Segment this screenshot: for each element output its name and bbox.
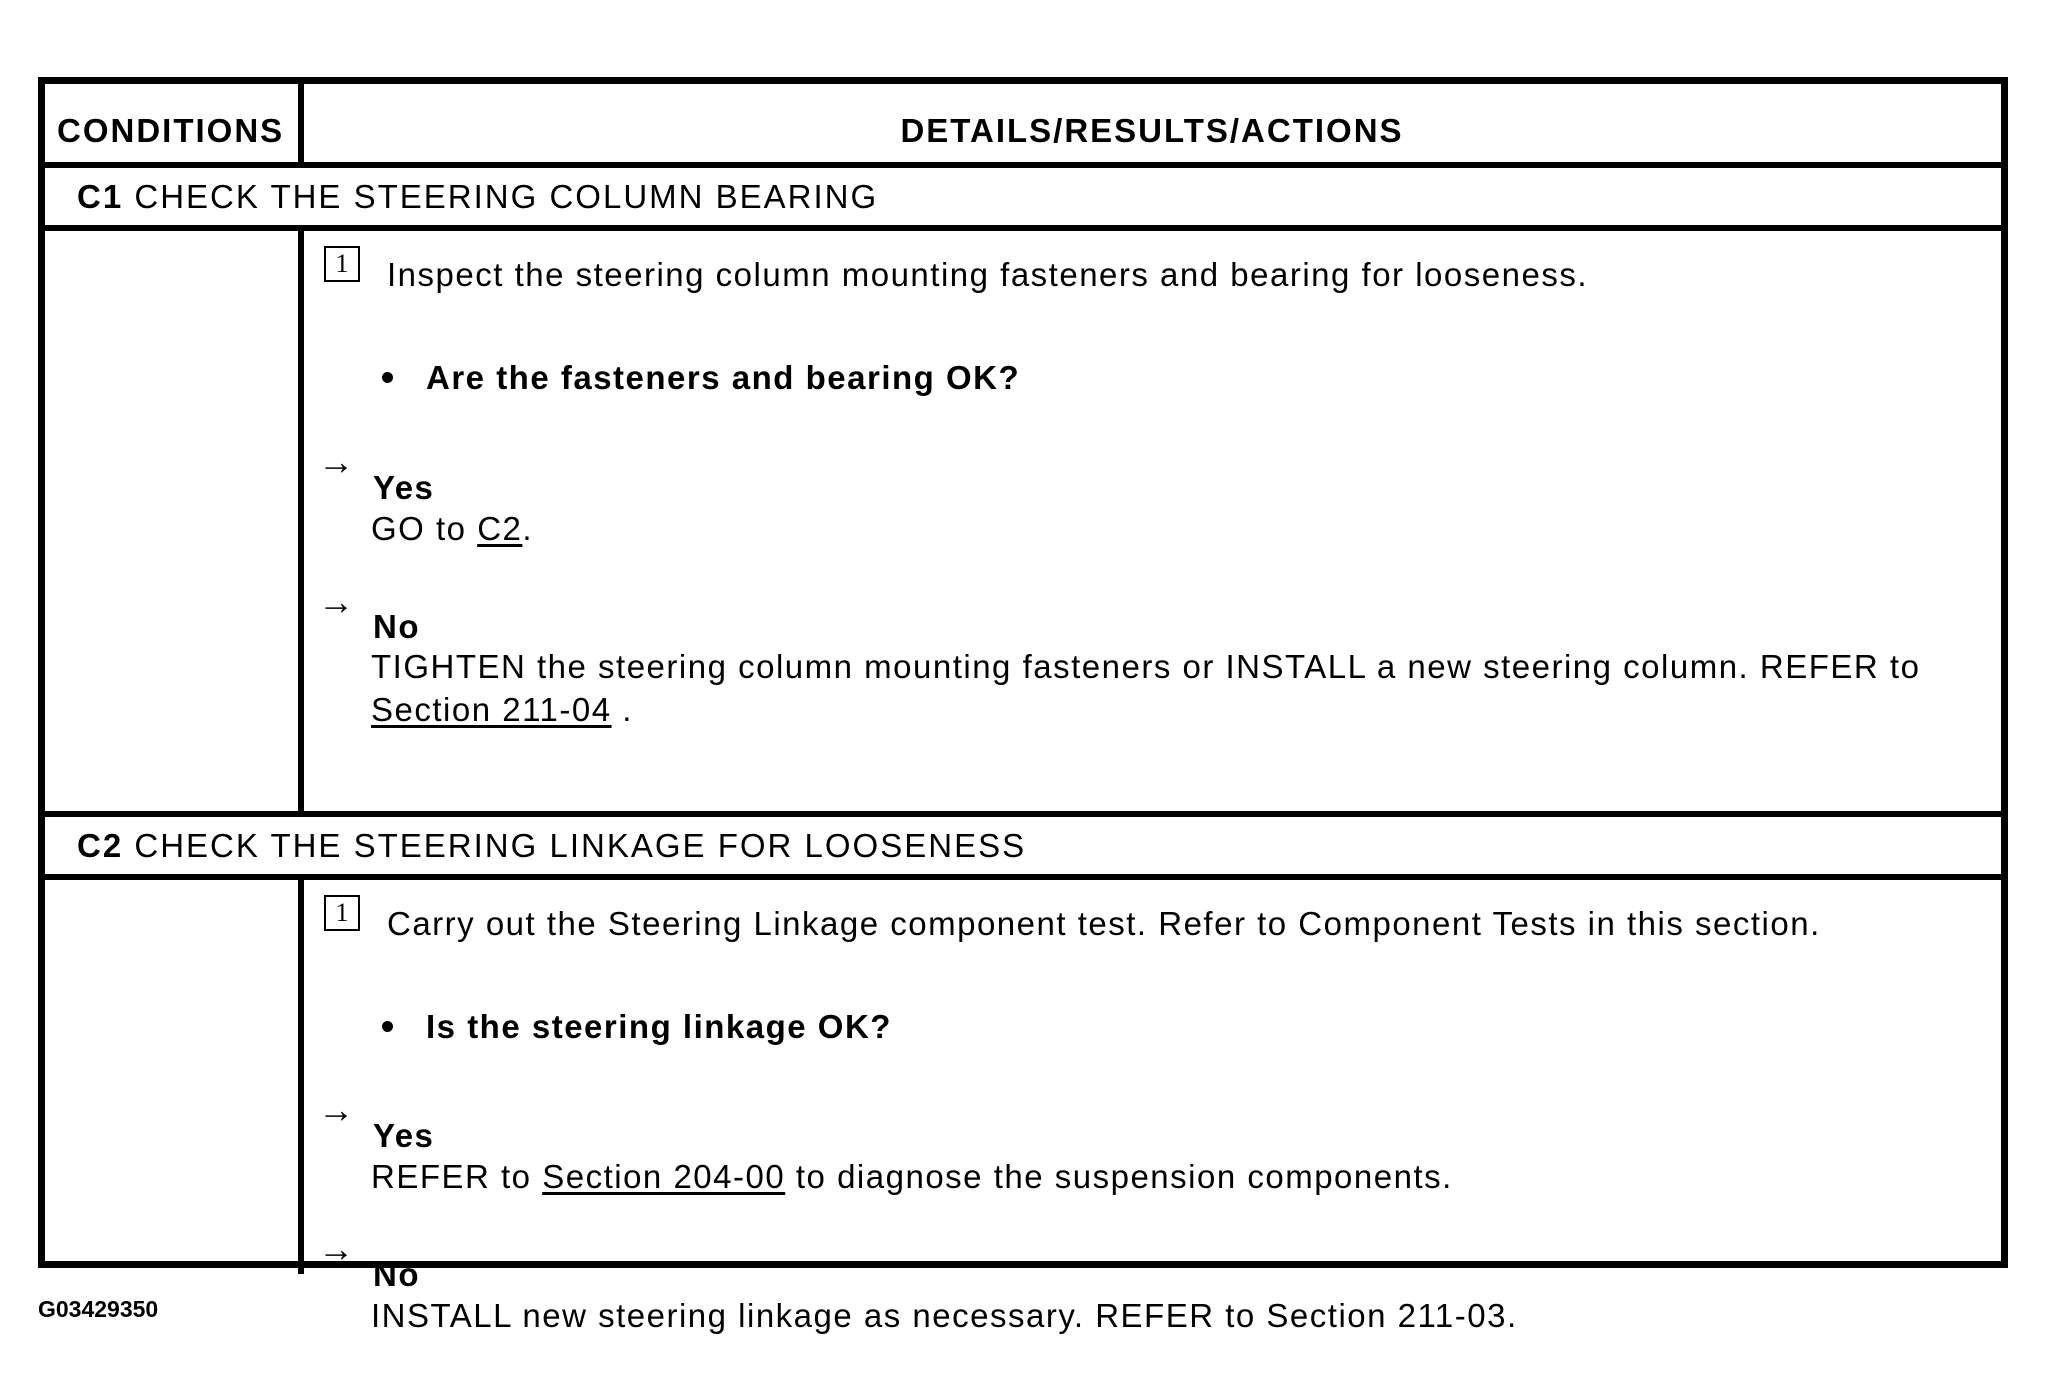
section-title-c2 (77, 827, 1026, 865)
yes-label: Yes (373, 1117, 435, 1154)
section-title-text: CHECK THE STEERING COLUMN BEARING (134, 178, 879, 215)
link-c2[interactable]: C2 (477, 510, 523, 547)
step-text: Inspect the steering column mounting fasteners and bearing for looseness. (387, 256, 1588, 293)
yes-label: Yes (373, 469, 435, 506)
yes-action-suffix: to diagnose the suspension components. (795, 1158, 1453, 1195)
no-label: No (373, 1256, 420, 1293)
step-text: Carry out the Steering Linkage component test. Refer to Component Tests in this section. (387, 905, 1821, 942)
section-code: C1 (77, 178, 124, 215)
step-number-box: 1 (324, 895, 360, 931)
divider (45, 811, 2001, 817)
no-action-link-line (371, 691, 633, 729)
yes-action-suffix: . (522, 510, 534, 547)
link-section-211-04[interactable]: Section 211-04 (371, 691, 612, 728)
no-action-suffix: . (622, 691, 633, 728)
figure-id: G03429350 (38, 1296, 159, 1322)
no-action-line: TIGHTEN the steering column mounting fasteners or INSTALL a new steering column. REFER to (371, 648, 1921, 685)
header-details: DETAILS/RESULTS/ACTIONS (900, 112, 1404, 149)
no-label: No (373, 608, 420, 645)
question-text: Are the fasteners and bearing OK? (426, 359, 1021, 396)
yes-action-prefix: GO to (371, 510, 467, 547)
yes-action (371, 1158, 1453, 1196)
question-text: Is the steering linkage OK? (426, 1008, 892, 1045)
right-arrow-icon: → (318, 1089, 354, 1130)
link-section-204-00[interactable]: Section 204-00 (542, 1158, 786, 1195)
divider (45, 225, 2001, 231)
column-divider (298, 84, 304, 162)
yes-action-prefix: REFER to (371, 1158, 532, 1195)
column-divider (298, 874, 304, 1274)
yes-action (371, 510, 533, 548)
divider (45, 874, 2001, 880)
header-conditions: CONDITIONS (57, 112, 285, 149)
bullet-icon (382, 372, 393, 383)
right-arrow-icon: → (318, 441, 354, 482)
section-title-c1 (77, 178, 878, 216)
section-code: C2 (77, 827, 124, 864)
divider (45, 162, 2001, 168)
step-number-box: 1 (324, 246, 360, 282)
right-arrow-icon: → (318, 1228, 354, 1269)
section-title-text: CHECK THE STEERING LINKAGE FOR LOOSENESS (134, 827, 1027, 864)
column-divider (298, 225, 304, 811)
right-arrow-icon: → (318, 581, 354, 622)
bullet-icon (382, 1021, 393, 1032)
no-action-line: INSTALL new steering linkage as necessary. REFER to Section 211-03. (371, 1297, 1518, 1334)
